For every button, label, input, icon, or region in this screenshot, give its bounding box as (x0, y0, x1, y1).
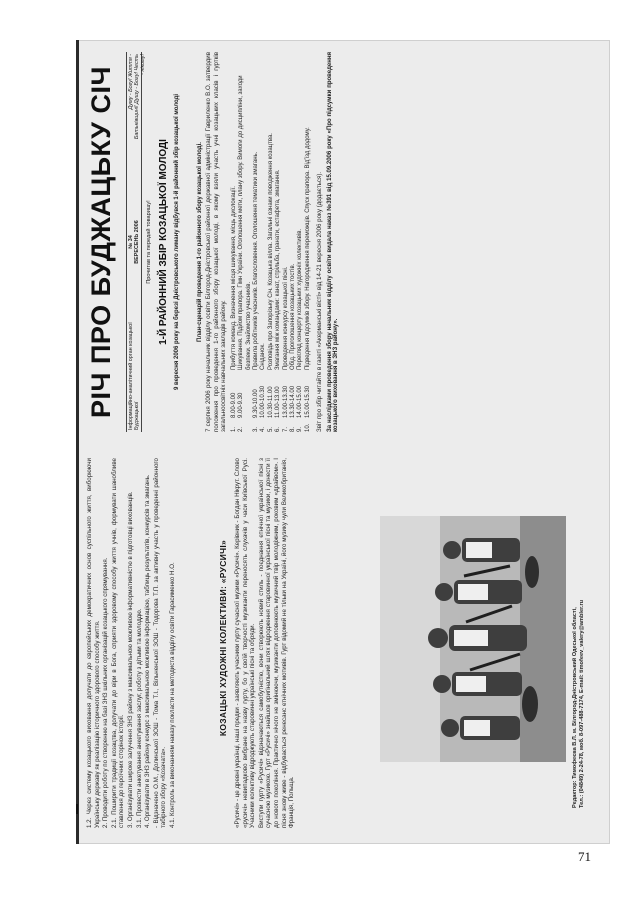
left-paragraph: - Відзначено О.М., Долинської ЗОШ - Тома Т.І., Вільненської ЗОШ - Тодорова Т.П. за активну участь у проведенні районного табірного збору «Козачата». (152, 458, 168, 828)
pass-it-on-line: Прочитав та передай товаришу! (146, 200, 152, 284)
scan-border-tick (76, 804, 78, 814)
schedule-row (268, 52, 275, 432)
page-number: 71 (578, 849, 591, 864)
schedule-time: 10.00-10.30 (260, 385, 267, 418)
left-paragraph: 4.1. Контроль за виконанням наказу покласти на методиста відділу освіти Гарасименко Н.О. (168, 562, 176, 828)
closing-note: Звіт про збір читайте в газеті «Акерманські вісті» від 14-21 вересня 2006 року (додається). (316, 171, 324, 432)
ensemble-section-title: КОЗАЦЬКІ ХУДОЖНІ КОЛЕКТИВИ: «РУСИЧІ» (218, 539, 228, 737)
motto: Думу - Богу! Життя - Батьківщині! Душу - Богу! Честь - нікому! (128, 54, 146, 140)
schedule-event: Перегляд концерту козацьких художніх колективів. (297, 228, 304, 370)
schedule-number: 8. (290, 426, 297, 432)
schedule-event: Сніданок. (260, 343, 267, 370)
schedule-number: 2. (238, 426, 245, 432)
schedule-time: 13.30-14.00 (290, 385, 297, 418)
plan-intro: 7 серпня 2006 року начальник відділу освіти Білгород-Дністровської районної державної адміністрації Гавриленко В.О. затвердив положення про проведення 1-го районного збору козацької молоді, в якому взяли участь учні козацьких класів і гуртків загальноосвітніх навчальних закладів району. (205, 52, 228, 432)
schedule-row (275, 52, 282, 432)
left-paragraph: 4. Організувати в ЗНЗ району конкурс з максимальною можливою інформацією, таблиць результатів, конкурсів та змагань. (144, 474, 152, 828)
schedule-row (283, 52, 290, 432)
schedule-time: 13.00-13.30 (282, 385, 289, 418)
ensemble-paragraph: «Русичі» - це древні українці, наші предки - заявляють учасники гурту сучасної музики «Русичі». Керівник - Богдан Нікрут. Слово «русичі» невипадково вибране на назву гурту, бо у своїй творчості музиканти переносять слухачів у часи Київської Русі. Учасники колективу відроджують старовинні українські пісні та обряди. (234, 458, 257, 828)
schedule-time: 9.30-10.00 (253, 389, 259, 418)
schedule-number: 7. (282, 426, 289, 432)
schedule-row (260, 52, 267, 432)
schedule-event: Підведення підсумків збору. Нагородження переможців. Спуск прапора. Від'їзд додому. (304, 127, 311, 370)
left-page (86, 458, 600, 828)
schedule-number: 10. (304, 423, 311, 432)
editor-info (572, 468, 586, 808)
newsletter-title: РІЧ ПРО БУДЖАЦЬКУ СІЧ (86, 66, 116, 418)
masthead-bar (126, 52, 146, 432)
schedule-row (253, 52, 260, 432)
plan-title: План-сценарій проведення 1-го районного збору козацької молоді. (197, 142, 203, 342)
schedule-event: Прибуття команд. Визначення місця шикування, місць дислокації. (230, 186, 237, 370)
article-headline: 1-Й РАЙОННИЙ ЗБІР КОЗАЦЬКОЇ МОЛОДІ (158, 139, 169, 345)
ensemble-photo-image (380, 516, 566, 762)
schedule-number: 3. (253, 426, 259, 432)
schedule-row (305, 52, 312, 432)
schedule-event: Проведення конкурсу козацької пісні. (282, 266, 289, 370)
left-paragraph: 2. Проводити роботу по створенню на базі ЗНЗ шкільних організацій козацького спрямування. (102, 557, 110, 828)
scan-border-line (76, 40, 79, 844)
schedule-event: Змагання між командами: канат, стрільба, гранати, естафета, змагання. (275, 169, 282, 370)
left-intro-text (86, 458, 208, 828)
schedule-time: 15.00-15.30 (304, 385, 311, 418)
scanned-newsletter (76, 40, 610, 844)
schedule-event: Шикування. Підйом прапора. Гімн України. Оголошення мети, плану збору. Вимоги до дисципліни, заходи безпеки. Знайомство учасників. (238, 75, 252, 370)
schedule-list (231, 52, 312, 432)
schedule-event: Розповідь про Запорізьку Січ. Козацька вілла. Загальні ознаки поводження козацтва. (267, 133, 274, 370)
schedule-event: Обід. Проголошення козацьких тостів. (290, 263, 297, 370)
schedule-number: 5. (267, 426, 274, 432)
schedule-row (290, 52, 297, 432)
order-line: За наслідками проведення збору начальник відділу освіти видала наказ №391 від 15.09.2006 року «Про підсумки проведення козацького виховання в ЗНЗ району». (326, 52, 339, 432)
schedule-row (238, 52, 253, 432)
schedule-number: 1. (230, 426, 237, 432)
ensemble-article (234, 458, 374, 828)
right-page (86, 52, 600, 432)
article-subheadline: 9 вересня 2006 року на березі Дністровського лиману відбувся 1-й районний збір козацької молоді (174, 93, 180, 391)
left-paragraph: 3. Організувати широке залучення ЗНЗ району з максимальною можливою інформативністю в підготовці вихованців. (126, 491, 134, 828)
ensemble-photo (380, 516, 566, 762)
schedule-row (297, 52, 304, 432)
schedule-event: Правила робітників учасників. Благословення. Оголошення тематики змагань. (253, 151, 259, 370)
schedule-time: 8.00-9.00 (230, 392, 237, 418)
masthead (86, 52, 144, 432)
rotated-spread (76, 40, 610, 844)
article-body (194, 52, 594, 432)
ensemble-paragraph: Виступи гурту «Русичі» відзначаються самобутністю, вони створюють новий стиль - поєднання етнічної української пісні з сучасною музикою. Гурт «Русичі» знайшов оригінальний шлях відродження старовинної української пісні та музики, і донести її до нового покоління. Практично нічого не змінюючи, музиканти доповнюють музичний твір молодіжним, роковим «драйвом». І пісня знову живе - відбувається ренесанс етнічних мотивів. Гурт відомий не тільки на Україні, його музику чули Великобританія, Франція, Польща. (257, 458, 296, 828)
schedule-number: 4. (260, 426, 267, 432)
left-paragraph: 3.1. Провести анкетування анкетування заслуг, роботу з дітьми та молоддю. (135, 608, 143, 828)
schedule-time: 11.00-13.00 (275, 386, 282, 418)
editor-contacts: Тел.: (04849) 2-24-78, моб. 8-097-488-7174, E-mail: timofeev_valery@ambler.ru (579, 599, 585, 808)
issue-info (128, 212, 140, 272)
schedule-number: 9. (297, 426, 304, 432)
schedule-time: 9.00-9.30 (238, 392, 245, 418)
left-paragraph: 2.1. Поширити традиції козацтва, долучати до віри в Бога, сприяти здоровому способу життя учнів, формувати шанобливе ставлення до героїчних сторінок історії. (110, 458, 126, 828)
left-paragraph: 1.2. Через систему козацького виховання долучати до європейських демократичних основ суспільного життя, виборюючи Українську державу як реалізацію історичного здорового способу життя. (86, 458, 101, 828)
issue-number: № 34 (128, 235, 134, 249)
schedule-time: 14.00-15.00 (297, 385, 304, 418)
publisher-label: Інформаційно-аналітичний орган козацької Буджацької (128, 322, 140, 430)
editor-line: Редактор: Тимофеєва В.Л. м. Білгород-Дністровський Одеської області, (572, 607, 578, 808)
issue-date: ВЕРЕСЕНЬ 2006 (134, 220, 140, 264)
schedule-time: 10.30-11.00 (267, 386, 274, 418)
schedule-number: 6. (275, 426, 282, 432)
